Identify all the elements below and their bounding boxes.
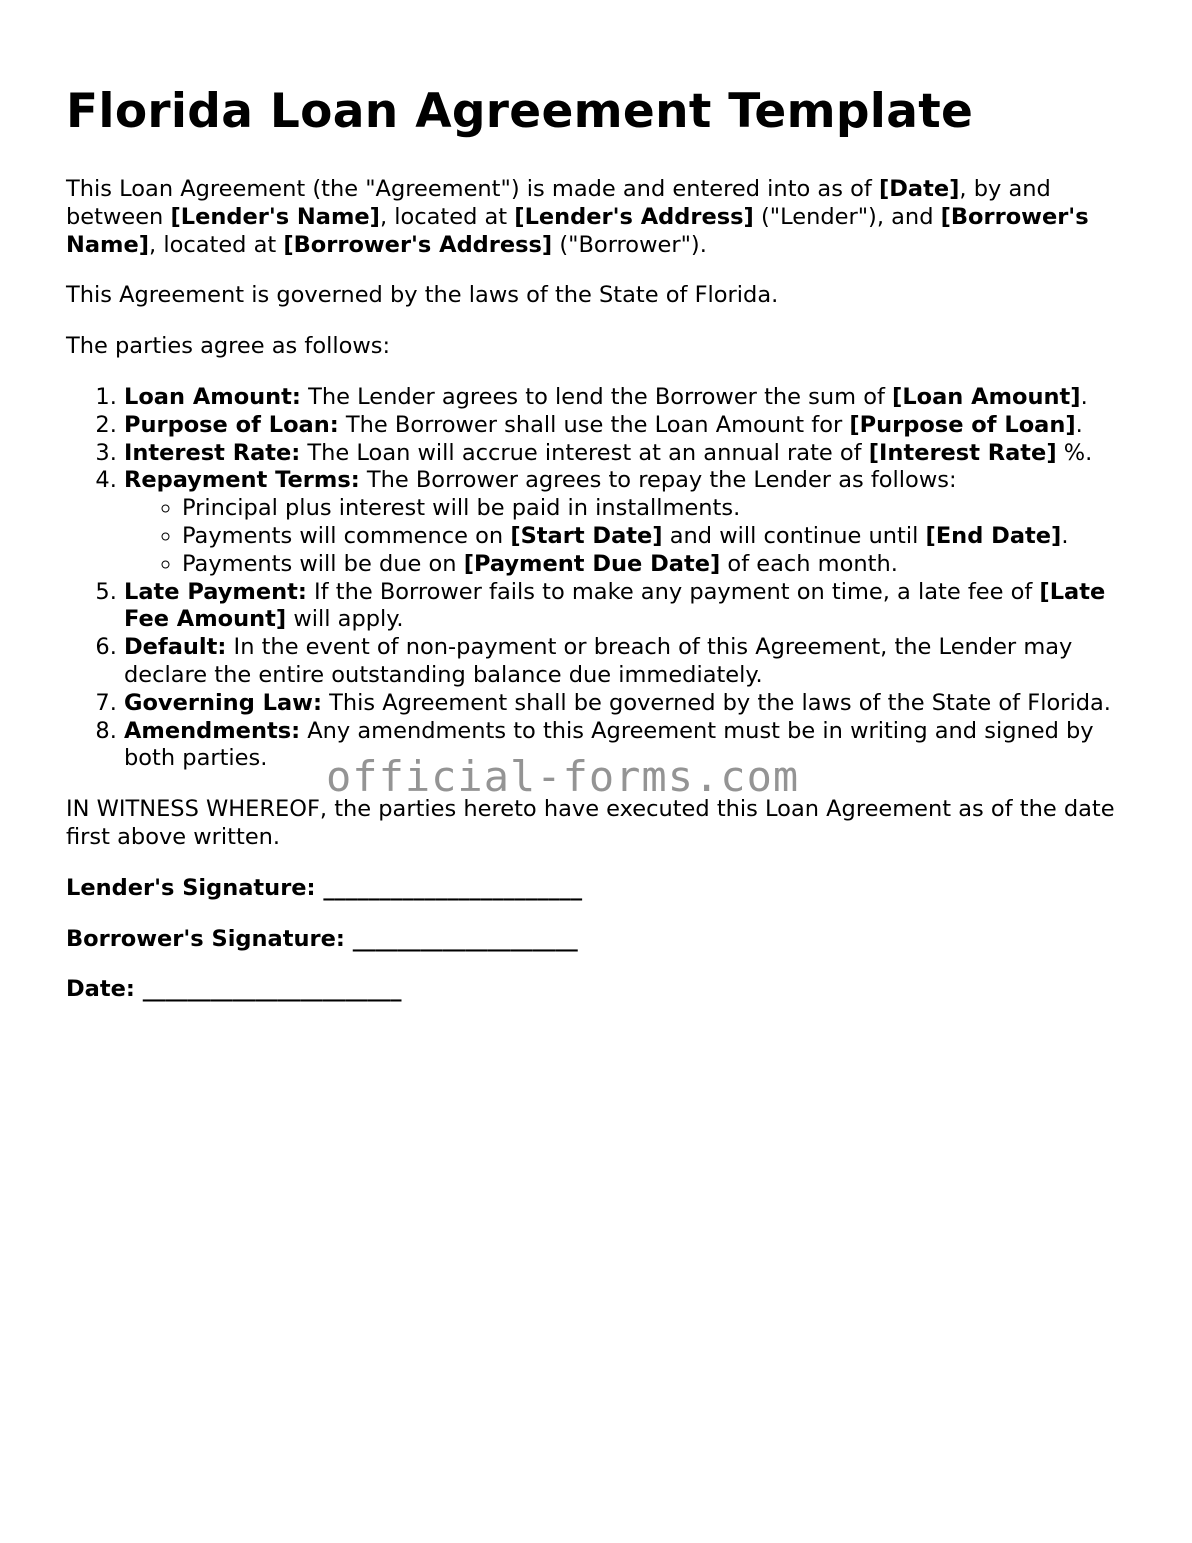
- intro-paragraph: [66, 176, 1136, 259]
- date-signature-line: Date: _______________________: [66, 976, 402, 1003]
- clause-text: Payments will commence on: [182, 522, 511, 549]
- clause-text: and will continue until: [662, 522, 926, 549]
- start-date-placeholder: [Start Date]: [510, 522, 663, 549]
- borrower-address-placeholder: [Borrower's Address]: [283, 231, 553, 258]
- clause-text: will apply.: [286, 606, 404, 633]
- intro-text: This Loan Agreement (the "Agreement") is made and entered into as of: [66, 176, 879, 202]
- clause-text: The Loan will accrue interest at an annual rate of: [300, 439, 869, 466]
- clause-label: Default:: [124, 634, 227, 661]
- payment-due-date-placeholder: [Payment Due Date]: [463, 550, 721, 577]
- clause-text: If the Borrower fails to make any payment on time, a late fee of: [306, 578, 1040, 605]
- witness-paragraph: IN WITNESS WHEREOF, the parties hereto have executed this Loan Agreement as of the date first above written.: [66, 796, 1115, 850]
- clause-text: .: [1080, 383, 1088, 410]
- borrower-signature-line: Borrower's Signature: ____________________: [66, 925, 578, 952]
- clause-text: This Agreement shall be governed by the laws of the State of Florida.: [321, 689, 1111, 716]
- clause-default: [124, 634, 1136, 690]
- clause-amendments: [124, 718, 1136, 774]
- clause-late-payment: [124, 579, 1136, 635]
- clause-repayment-terms: [124, 467, 1136, 578]
- lender-address-placeholder: [Lender's Address]: [514, 203, 754, 230]
- borrower-name-placeholder: [Borrower's Name]: [66, 203, 1089, 258]
- loan-amount-placeholder: [Loan Amount]: [892, 383, 1081, 410]
- watermark: official-forms.com: [326, 752, 800, 801]
- purpose-placeholder: [Purpose of Loan]: [849, 411, 1076, 438]
- late-fee-placeholder: [Late Fee Amount]: [124, 578, 1106, 633]
- clause-text: The Borrower agrees to repay the Lender as follows:: [359, 467, 957, 494]
- repayment-item: ◦ Principal plus interest will be paid in installments.: [182, 495, 1136, 523]
- clause-text: In the event of non-payment or breach of this Agreement, the Lender may declare the entire outstanding balance due immediately.: [124, 634, 1073, 688]
- lender-signature-line: Lender's Signature: _______________________: [66, 874, 583, 901]
- agree-paragraph: The parties agree as follows:: [66, 333, 391, 360]
- clause-label: Repayment Terms:: [124, 467, 360, 494]
- document-page: [66, 84, 1136, 1027]
- clause-text: The Borrower shall use the Loan Amount for: [338, 411, 850, 438]
- clause-text: .: [1075, 411, 1083, 438]
- clause-label: Interest Rate:: [124, 439, 301, 466]
- document-title: Florida Loan Agreement Template: [66, 84, 974, 139]
- clause-label: Loan Amount:: [124, 383, 301, 410]
- clause-list: [66, 384, 1136, 773]
- clause-text: .: [1061, 522, 1069, 549]
- intro-text: ("Lender"), and: [753, 203, 941, 230]
- clause-text: Payments will be due on: [182, 550, 464, 577]
- interest-rate-placeholder: [Interest Rate]: [868, 439, 1057, 466]
- governed-paragraph: This Agreement is governed by the laws of the State of Florida.: [66, 282, 779, 309]
- clause-label: Amendments:: [124, 717, 301, 744]
- clause-text: Any amendments to this Agreement must be in writing and signed by both parties.: [124, 717, 1094, 772]
- clause-label: Purpose of Loan:: [124, 411, 339, 438]
- clause-loan-amount: [124, 384, 1136, 412]
- repayment-item: [182, 523, 1136, 551]
- clause-text: %.: [1056, 439, 1093, 466]
- intro-text: , located at: [149, 231, 284, 258]
- clause-governing-law: [124, 690, 1136, 718]
- repayment-sublist: [124, 495, 1136, 578]
- clause-label: Governing Law:: [124, 689, 322, 716]
- intro-text: , by and between: [66, 176, 1051, 230]
- clause-label: Late Payment:: [124, 578, 307, 605]
- repayment-item: [182, 551, 1136, 579]
- intro-text: , located at: [379, 203, 515, 230]
- lender-name-placeholder: [Lender's Name]: [170, 203, 380, 230]
- clause-purpose: [124, 412, 1136, 440]
- clause-interest-rate: [124, 440, 1136, 468]
- end-date-placeholder: [End Date]: [925, 522, 1062, 549]
- intro-text: ("Borrower").: [552, 231, 707, 258]
- date-placeholder: [Date]: [878, 176, 960, 202]
- clause-text: The Lender agrees to lend the Borrower the sum of: [300, 383, 893, 410]
- clause-text: of each month.: [720, 550, 898, 577]
